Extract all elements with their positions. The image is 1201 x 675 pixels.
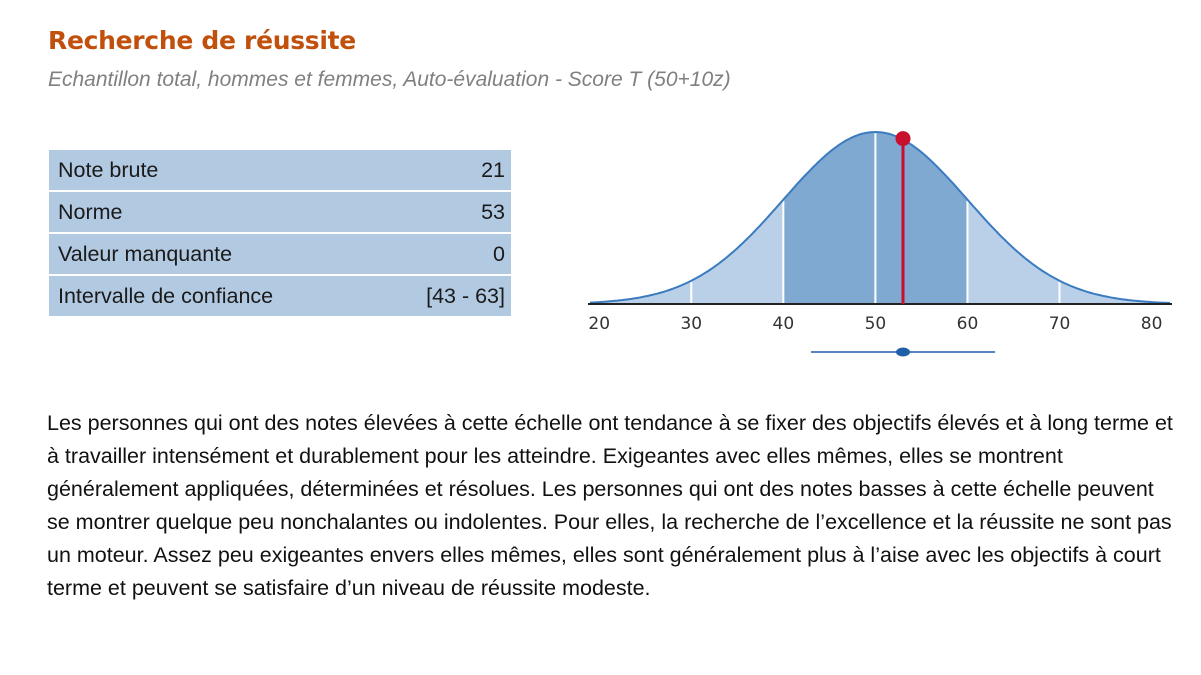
x-tick-label: 30: [680, 314, 703, 334]
stats-label: Norme: [49, 192, 377, 234]
x-tick-label: 60: [956, 314, 979, 334]
stats-value: 0: [377, 234, 511, 276]
scale-description: Les personnes qui ont des notes élevées à cette échelle ont tendance à se fixer des objectifs élevés et à long terme et à travailler intensément et durablement pour les atteindre. Exigeantes avec elles mêmes, elles se montrent généralement appliquées, déterminées et résolues. Les personnes qui ont des notes basses à cette échelle peuvent se montrer quelque peu nonchalantes ou indolentes. Pour elles, la recherche de l’excellence et la réussite ne sont pas un moteur. Assez peu exigeantes envers elles mêmes, elles sont généralement plus à l’aise avec les objectifs à court terme et peuvent se satisfaire d’un niveau de réussite modeste.: [47, 411, 1173, 600]
stats-row: [49, 234, 511, 276]
stats-row: [49, 192, 511, 234]
x-tick-label: 40: [772, 314, 795, 334]
bell-curve-chart: [585, 118, 1175, 368]
x-tick-label: 20: [588, 314, 611, 334]
stats-label: Valeur manquante: [49, 234, 377, 276]
section-subtitle: Echantillon total, hommes et femmes, Auto-évaluation - Score T (50+10z): [48, 68, 731, 91]
score-dot: [896, 131, 911, 146]
stats-row: [49, 276, 511, 316]
stats-table: [49, 150, 511, 316]
x-tick-label: 80: [1140, 314, 1163, 334]
stats-value: 21: [377, 150, 511, 192]
x-tick-label: 70: [1048, 314, 1071, 334]
stats-label: Intervalle de confiance: [49, 276, 377, 316]
x-tick-label: 50: [864, 314, 887, 334]
stats-label: Note brute: [49, 150, 377, 192]
confidence-interval-point: [896, 348, 910, 357]
section-title: Recherche de réussite: [48, 26, 356, 55]
stats-row: [49, 150, 511, 192]
stats-value: 53: [377, 192, 511, 234]
stats-value: [43 - 63]: [377, 276, 511, 316]
